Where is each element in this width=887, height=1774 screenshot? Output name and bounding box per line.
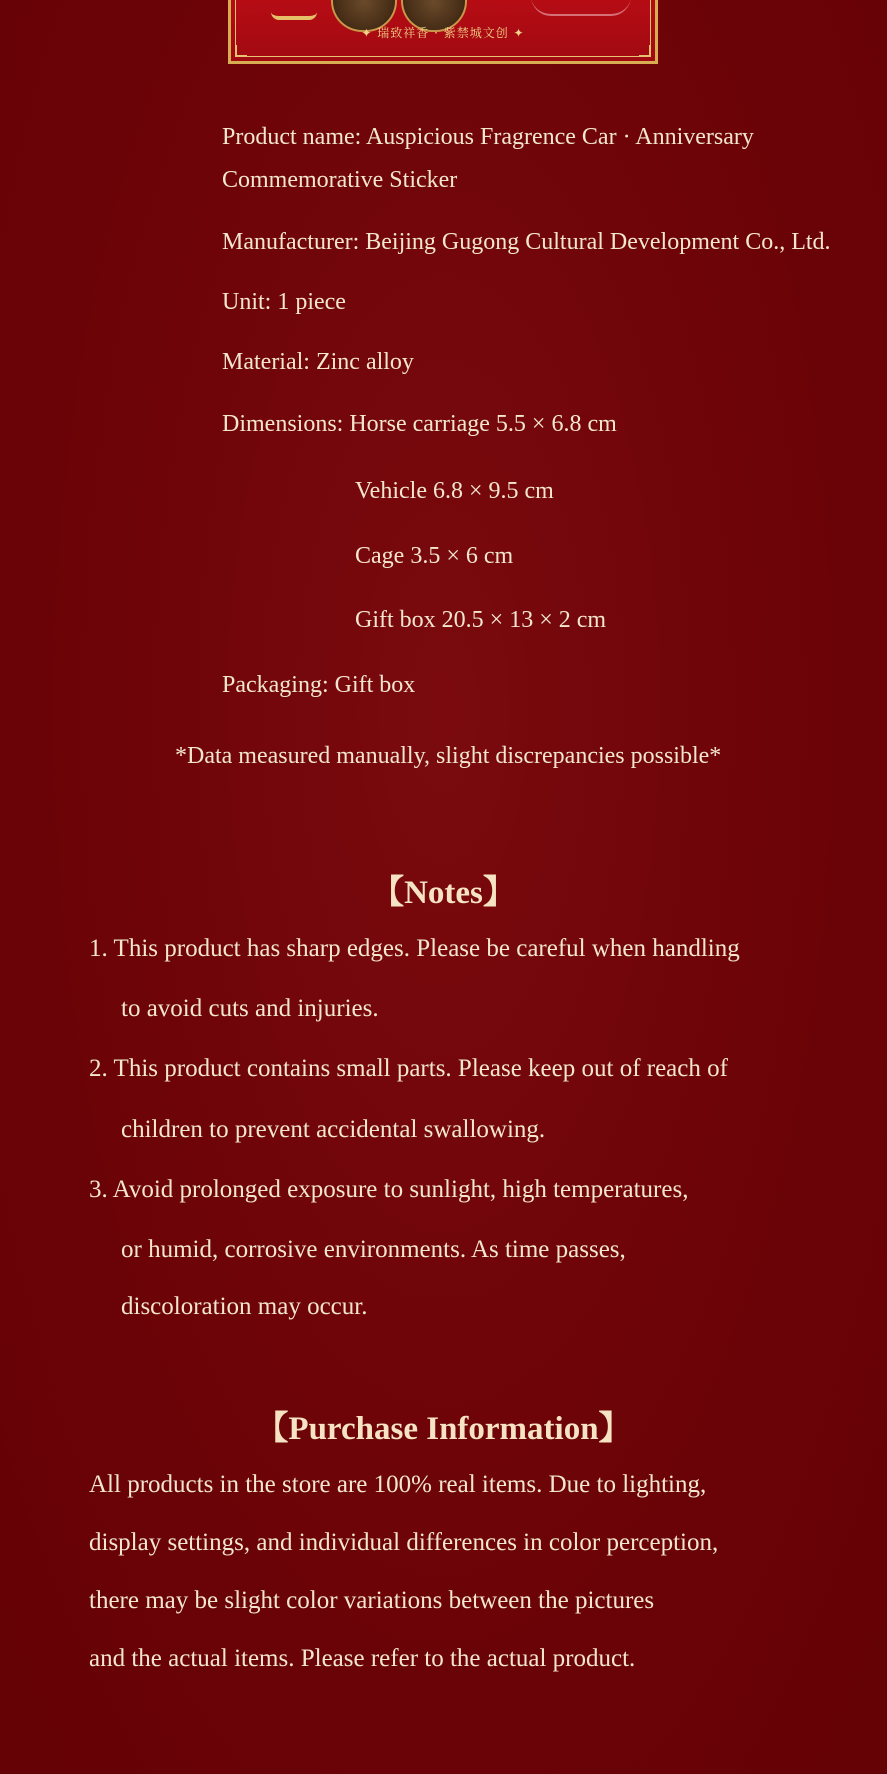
- banner-corner-ornament: [235, 45, 247, 57]
- spec-dimensions-cage: Cage 3.5 × 6 cm: [355, 543, 514, 569]
- purchase-line: there may be slight color variations between the pictures: [89, 1587, 655, 1614]
- note-item-2: 2. This product contains small parts. Please keep out of reach of: [89, 1055, 728, 1082]
- product-banner-image: [228, 0, 658, 64]
- purchase-line: display settings, and individual differences in color perception,: [89, 1529, 719, 1556]
- spec-unit: Unit: 1 piece: [222, 289, 346, 315]
- cloud-swirl-decoration: [531, 0, 631, 16]
- spec-packaging: Packaging: Gift box: [222, 672, 416, 698]
- note-item-1: 1. This product has sharp edges. Please be careful when handling: [89, 935, 740, 962]
- spec-dimensions-giftbox: Gift box 20.5 × 13 × 2 cm: [355, 607, 607, 633]
- spec-disclaimer: *Data measured manually, slight discrepancies possible*: [175, 743, 722, 769]
- banner-subtitle: ✦ 瑞致祥香 · 紫禁城文创 ✦: [361, 26, 525, 40]
- note-item-3: 3. Avoid prolonged exposure to sunlight, high temperatures,: [89, 1176, 689, 1203]
- note-item-2-cont: children to prevent accidental swallowing.: [121, 1116, 546, 1143]
- note-item-3-cont: discoloration may occur.: [121, 1293, 368, 1320]
- spec-manufacturer: Manufacturer: Beijing Gugong Cultural Development Co., Ltd.: [222, 229, 831, 255]
- spec-product-name: Product name: Auspicious Fragrence Car · Anniversary: [222, 124, 754, 150]
- banner-corner-ornament: [639, 45, 651, 57]
- purchase-line: All products in the store are 100% real items. Due to lighting,: [89, 1471, 707, 1498]
- spec-material: Material: Zinc alloy: [222, 349, 414, 375]
- note-item-3-cont: or humid, corrosive environments. As time passes,: [121, 1236, 626, 1263]
- spec-dimensions-vehicle: Vehicle 6.8 × 9.5 cm: [355, 478, 554, 504]
- spec-dimensions: Dimensions: Horse carriage 5.5 × 6.8 cm: [222, 411, 617, 437]
- note-item-1-cont: to avoid cuts and injuries.: [121, 995, 379, 1022]
- purchase-line: and the actual items. Please refer to the actual product.: [89, 1645, 636, 1672]
- purchase-heading: 【Purchase Information】: [255, 1411, 632, 1447]
- gold-calligraphy-glyph: [271, 0, 317, 20]
- notes-heading: 【Notes】: [371, 875, 516, 911]
- spec-product-name-cont: Commemorative Sticker: [222, 167, 458, 193]
